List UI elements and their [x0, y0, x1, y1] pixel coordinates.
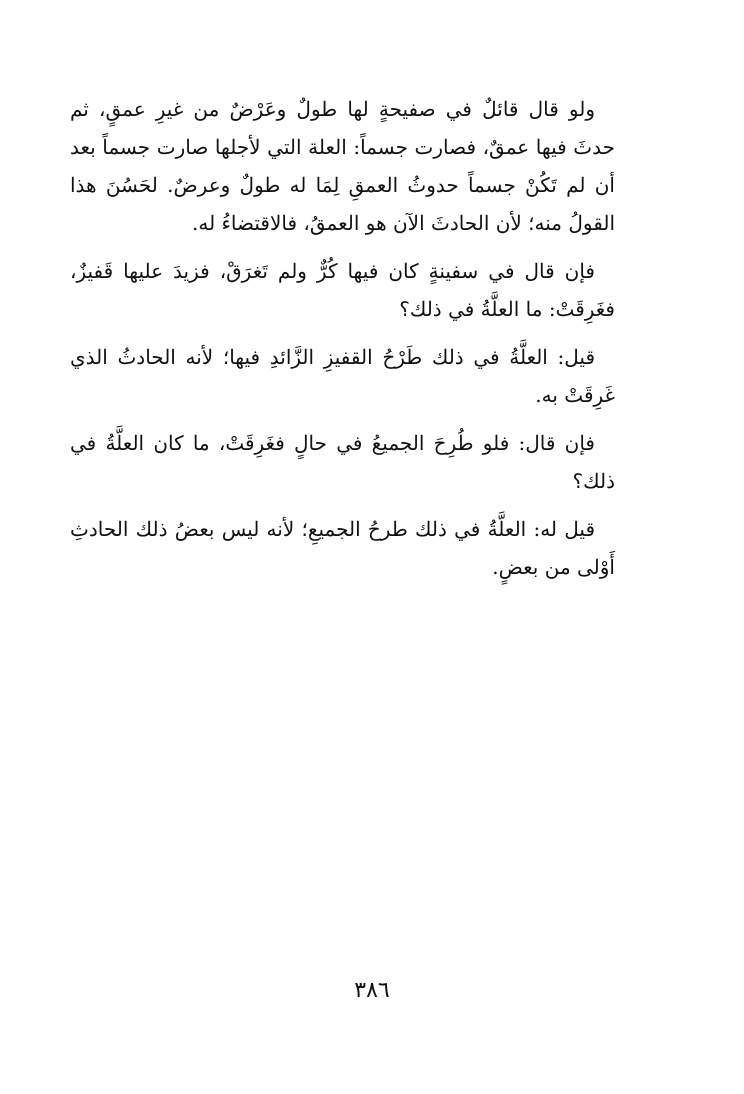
paragraph-3: قيل: العلَّةُ في ذلك طَرْحُ القفيزِ الزَّائدِ فيها؛ لأنه الحادثُ الذي غَرِقَتْ به.	[70, 345, 615, 407]
paragraph-5: قيل له: العلَّةُ في ذلك طرحُ الجميعِ؛ لأنه ليس بعضُ ذلك الحادثِ أَوْلى من بعضٍ.	[70, 517, 615, 579]
paragraph-4: فإن قال: فلو طُرِحَ الجميعُ في حالٍ فغَرِقَتْ، ما كان العلَّةُ في ذلك؟	[70, 431, 615, 493]
page-number: ٣٨٦	[354, 978, 390, 1003]
body-text	[70, 90, 615, 596]
paragraph-2: فإن قال في سفينةٍ كان فيها كُرٌّ ولم تَغرَقْ، فزيدَ عليها قَفيزٌ، فغَرِقَتْ: ما العلَّةُ في ذلك؟	[70, 259, 615, 321]
paragraph-1: ولو قال قائلٌ في صفيحةٍ لها طولٌ وعَرْضٌ من غيرِ عمقٍ، ثم حدثَ فيها عمقٌ، فصارت جسماً: العلة التي لأجلها صارت جسماً بعد أن لم تَكُنْ جسماً حدوثُ العمقِ لِمَا له طولٌ وعرضٌ. لحَسُنَ هذا القولُ منه؛ لأن الحادثَ الآن هو العمقُ، فالاقتضاءُ له.	[70, 97, 615, 235]
